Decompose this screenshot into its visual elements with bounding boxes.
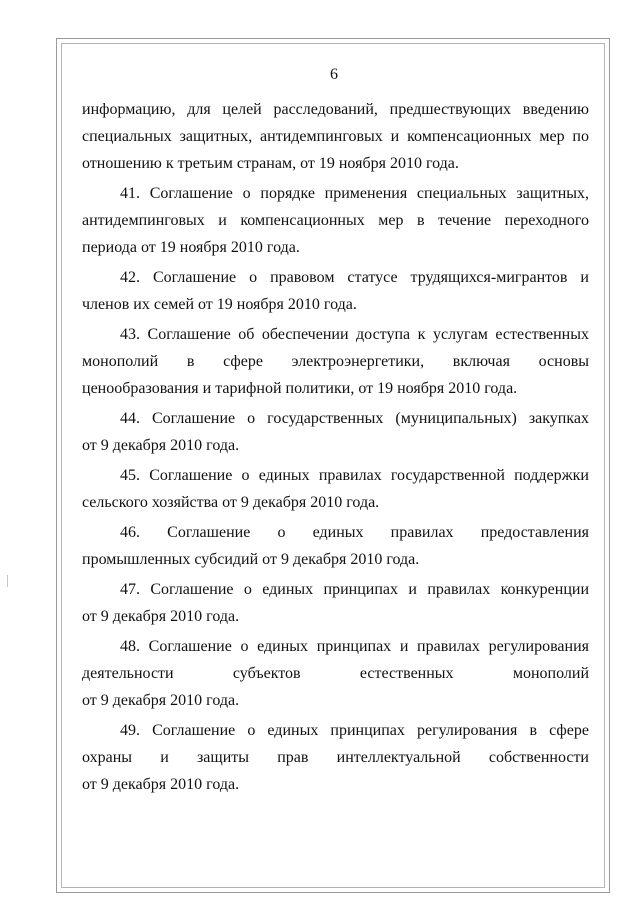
text-line: промышленных субсидий от 9 декабря 2010 года. (82, 551, 420, 568)
text-line: 41. Соглашение о порядке применения специальных защитных, (120, 185, 589, 202)
text-line: отношению к третьим странам, от 19 ноября 2010 года. (82, 155, 459, 172)
text-line: 47. Соглашение о единых принципах и правилах конкуренции (120, 581, 589, 598)
paragraph (82, 180, 589, 261)
paragraph (82, 576, 589, 630)
page-number: 6 (330, 66, 338, 83)
scan-mark (7, 575, 8, 587)
text-line: охраны и защиты прав интеллектуальной собственности (82, 749, 589, 766)
text-line: антидемпинговых и компенсационных мер в течение переходного (82, 212, 589, 229)
text-line: монополий в сфере электроэнергетики, включая основы (82, 353, 589, 370)
text-line: периода от 19 ноября 2010 года. (82, 239, 300, 256)
paragraph (82, 405, 589, 459)
paragraph (82, 321, 589, 402)
text-line: от 9 декабря 2010 года. (82, 692, 240, 709)
document-body (82, 96, 589, 801)
text-line: ценообразования и тарифной политики, от 19 ноября 2010 года. (82, 380, 518, 397)
paragraph (82, 264, 589, 318)
paragraph (82, 462, 589, 516)
text-line: информацию, для целей расследований, предшествующих введению (82, 101, 589, 118)
text-line: 44. Соглашение о государственных (муниципальных) закупках (120, 410, 589, 427)
text-line: 43. Соглашение об обеспечении доступа к услугам естественных (120, 326, 589, 343)
text-line: специальных защитных, антидемпинговых и компенсационных мер по (82, 128, 589, 145)
text-line: 46. Соглашение о единых правилах предоставления (120, 524, 589, 541)
text-line: деятельности субъектов естественных монополий (82, 665, 589, 682)
paragraph (82, 717, 589, 798)
paragraph (82, 519, 589, 573)
paragraph (82, 96, 589, 177)
text-line: от 9 декабря 2010 года. (82, 608, 240, 625)
text-line: от 9 декабря 2010 года. (82, 437, 240, 454)
paragraph (82, 633, 589, 714)
text-line: 48. Соглашение о единых принципах и правилах регулирования (120, 638, 589, 655)
text-line: 49. Соглашение о единых принципах регулирования в сфере (120, 722, 589, 739)
text-line: сельского хозяйства от 9 декабря 2010 года. (82, 494, 380, 511)
text-line: членов их семей от 19 ноября 2010 года. (82, 296, 357, 313)
text-line: 42. Соглашение о правовом статусе трудящихся-мигрантов и (120, 269, 589, 286)
text-line: 45. Соглашение о единых правилах государственной поддержки (120, 467, 589, 484)
text-line: от 9 декабря 2010 года. (82, 776, 240, 793)
